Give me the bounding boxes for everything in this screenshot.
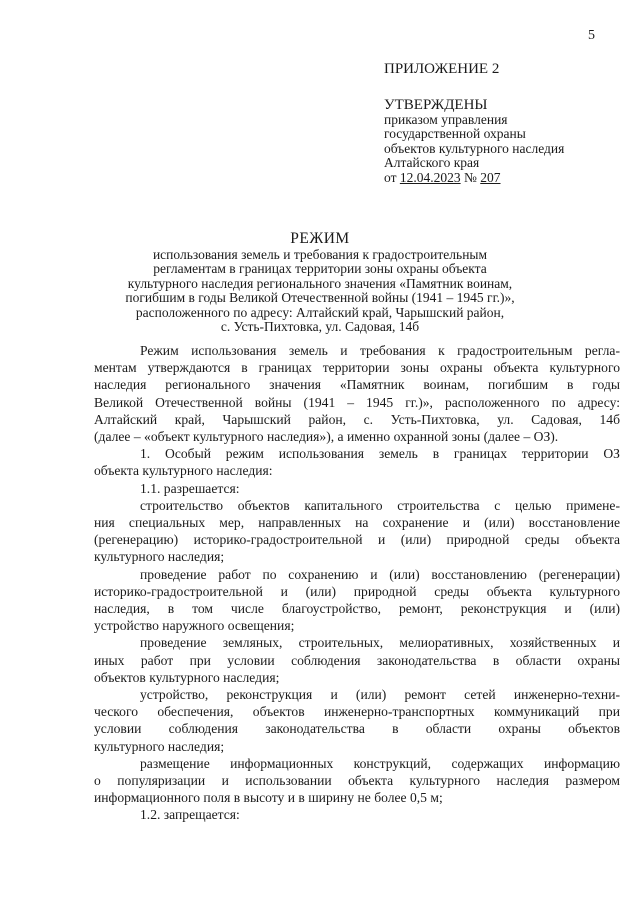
body-line: ческого обеспечения, объектов инженерно-транспортных коммуникаций при <box>94 704 620 720</box>
approval-line: объектов культурного наследия <box>384 140 565 156</box>
body-line: устройство наружного освещения; <box>94 618 295 634</box>
intro-paragraph <box>94 342 620 445</box>
item-1-2 <box>94 806 620 823</box>
approval-line: приказом управления <box>384 111 508 127</box>
body-line: Великой Отечественной войны (1941 – 1945 гг.)», расположенного по адресу: <box>94 394 620 410</box>
document-body <box>94 342 620 824</box>
item-1-1-a <box>94 497 620 566</box>
body-line: иных работ при условии соблюдения законодательства в области охраны <box>94 652 620 668</box>
item-1-1-c <box>94 634 620 686</box>
approval-number: 207 <box>480 169 501 185</box>
body-line: наследия, в том числе благоустройство, ремонт, реконструкция и (или) <box>94 601 620 617</box>
title-line: культурного наследия регионального значения «Памятник воинам, <box>127 275 513 291</box>
document-heading: РЕЖИМ <box>290 230 350 247</box>
number-sign: № <box>463 169 477 185</box>
title-line: использования земель и требования к градостроительным <box>152 246 488 262</box>
body-line: наследия регионального значения «Памятник воинам, погибшим в годы <box>94 377 620 393</box>
approval-block <box>384 62 564 185</box>
date-prefix: от <box>384 169 397 185</box>
item-1-1-b <box>94 566 620 635</box>
body-line: ментам утверждаются в границах территории зоны охраны объекта культурного <box>94 360 620 376</box>
item-1 <box>94 445 620 479</box>
approval-line: государственной охраны <box>384 126 526 141</box>
item-1-1 <box>94 480 620 497</box>
body-line: 1. Особый режим использования земель в границах территории ОЗ <box>140 446 620 462</box>
body-line: ния специальных мер, направленных на сохранение и (или) восстановление <box>94 515 620 531</box>
body-line: Алтайский край, Чарышский район, с. Усть-Пихтовка, ул. Садовая, 14б <box>94 411 620 427</box>
body-line: 1.2. запрещается: <box>140 807 240 823</box>
approval-date: 12.04.2023 <box>399 169 461 185</box>
item-1-1-d <box>94 686 620 755</box>
approved-heading: УТВЕРЖДЕНЫ <box>384 96 488 113</box>
body-line: объекта культурного наследия: <box>94 463 273 479</box>
body-line: (регенерацию) историко-градостроительной и (или) природной среды объекта <box>94 532 620 548</box>
body-line: строительство объектов капитального строительства с целью примене- <box>140 497 620 513</box>
body-line: культурного наследия; <box>94 738 225 754</box>
body-line: размещение информационных конструкций, содержащих информацию <box>140 755 620 771</box>
body-line: (далее – «объект культурного наследия»), а именно охранной зоны (далее – ОЗ). <box>94 429 559 445</box>
approval-line: Алтайского края <box>384 155 480 170</box>
body-line: объектов культурного наследия; <box>94 669 280 685</box>
body-line: 1.1. разрешается: <box>140 480 240 496</box>
title-line: с. Усть-Пихтовка, ул. Садовая, 14б <box>220 319 420 334</box>
document-title-block <box>0 232 640 335</box>
body-line: культурного наследия; <box>94 549 225 565</box>
body-line: проведение земляных, строительных, мелиоративных, хозяйственных и <box>140 635 620 651</box>
title-line: погибшим в годы Великой Отечественной войны (1941 – 1945 гг.)», <box>125 290 515 305</box>
body-line: историко-градостроительной и (или) природной среды объекта культурного <box>94 583 620 599</box>
body-line: информационного поля в высоту и в ширину не более 0,5 м; <box>94 790 443 806</box>
item-1-1-e <box>94 755 620 807</box>
appendix-label: ПРИЛОЖЕНИЕ 2 <box>384 61 500 77</box>
title-line: регламентам в границах территории зоны охраны объекта <box>153 261 487 276</box>
body-line: Режим использования земель и требования к градостроительным регла- <box>140 343 620 358</box>
title-line: расположенного по адресу: Алтайский край, Чарышский район, <box>135 304 505 320</box>
body-line: устройство, реконструкция и (или) ремонт сетей инженерно-техни- <box>140 687 620 703</box>
page-number: 5 <box>588 28 595 43</box>
body-line: условии соблюдения законодательства в области охраны объектов <box>94 721 620 737</box>
body-line: о популяризации и использовании объекта культурного наследия размером <box>94 773 620 789</box>
body-line: проведение работ по сохранению и (или) восстановлению (регенерации) <box>140 566 620 582</box>
approval-date-line <box>384 171 564 186</box>
